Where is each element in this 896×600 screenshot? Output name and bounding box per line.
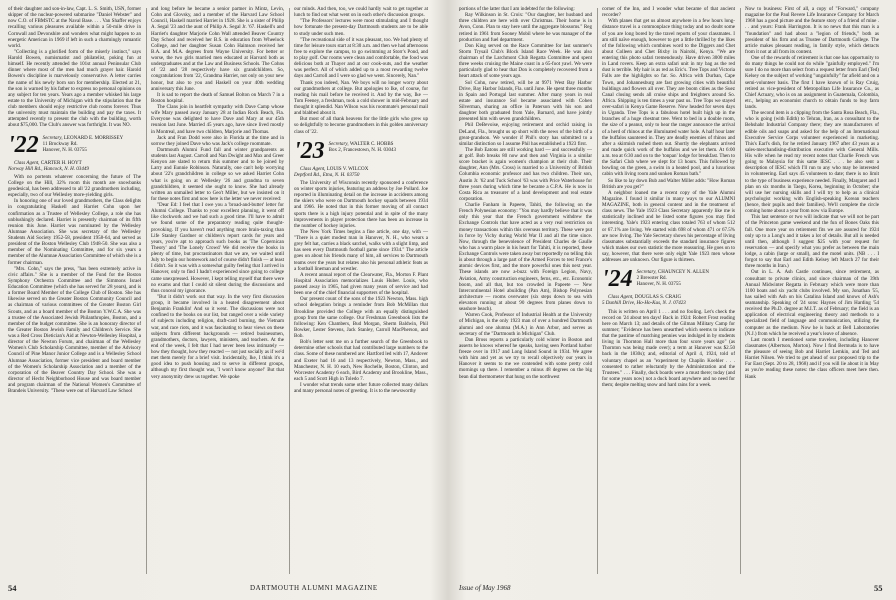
class-secretary-block [637,268,709,288]
paragraph: "Mrs. Cohn," says the press, "has been extremely active in civic affairs." She is a member of the Fund for the Boston Symphony Orchestra Committee and the Simmons Israel Education Committee (which she has served for 28 years), and is a former Board Member of the College Club of Boston. She has likewise served on the Greater Boston Community Council and as chairman of various committees of the Greater Boston Girl Scouts, and as a board member of the Boston Y.W.C.A. She was a trustee of the Associated Jewish Philanthropies, Boston, and a member of the budget committee. She is an honorary director of the Greater Boston Jewish Family and Children's Service. She was a Red Cross Dietician's Aid at Newton-Wellesley Hospital, a director of the Newton Forum, and chairman of the Wellesley Women's Club Scholarship Committee, member of the Advisory Council of Pine Manor Junior College and is a Wellesley School Alumnae Association, former vice president and board member of the Women's Scholarship Association and a member of the corporation of the Beaver Country Day School. She was a director of Hecht Neighborhood House and was board member and program chairman of the National Women's Committee of Brandeis University. "These were out of Harvard Law School [8,265,141,395]
paragraph: Thank you indeed, Nan. We boys will no longer worry about our grandmothers at college. But apologies to Ike, of course, for reading his mail before he received it. And by the way, Ike — Tom Feeney, a freshman, took a cold shower in mid-February and thought it splendid. Nan Wilson was his roommate's personal mail and blabbed about it. [294,79,428,117]
secretary-label: Secretary, [42,135,63,141]
class-agent-address: Deptford Rd., Etna, N. H. 03750 [294,171,360,178]
paragraph: and long before he became a senior partner in Mintz, Levin, Cohn and Glovsky, and a member of the Harvard Law School Council, Haskell married Harriet in 1928. She is a sister of Philip A. Segal '23 and the aunt of Philip A. Segal Jr. '67. Haskell's and Harriet's daughter Marjorie Cohn Wall attended Beaver Country Day School and received her B.S. in education from Wheelock College, and her daughter Susan Cohn Haimson received her B.A. and M.A. degrees from Wayne University. For better or worse, the two girls married men educated at Harvard both as undergraduates and at the Law and Business Schools. The Cohns of '22 and '28 respectively have six grandchildren. So, congratulations from '22, Grandma Harriet, not only on your new honor, but also to you and Haskell on your 40th wedding anniversary this June. [151,6,284,92]
paragraph: Our present count of the sons of the 1923 Newton, Mass. high school delegation brings a reminder from Bob McMillan that Brookline provided the College with an equally distinguished group from the same college. Our Freshman Greenbook lists the following: Ken Chambers, Bud Morgan, Sherm Baldwin, Phil Bowker, Lester Stevens, Jack Stanley, Carroll MacPherson, and Bob. [294,296,428,339]
paragraph: Ray Wilkinson in St. Croix: "Our daughter, her husband and three children are here with over Christmas. Their home is in Avon, Conn. Plan to stay here until the aggregate blossoms." Reg retired in 1961 from Sooney Mobil where he was manager of the production and fuel department. [459,12,592,43]
class-header-1922 [8,131,141,158]
class-header-1923 [294,137,428,164]
paragraph: A recent annual report of the Clearwater, Fla., Morton F. Plant Hospital Association memorializes Louis Huber. Louis, who passed away in 1965, had given many years of service and had been one of the chief financial supporters of the hospital. [294,271,428,297]
paragraph: Out in L. A. Ash Castle continues, since retirement, as consultant to private clinics, and since chairman of the 39th Annual Midwinter Regatta in February which were more than 1100 boats and six yacht clubs involved. My son, Jonathan '55, has sailed with Ash on his Catalina Island and knows of Ash's seamanship. Speaking of '24 sons: Haynes of Jim Harding '54 received the Ph.D. degree at M.I.T. as of February; the field is an application of electrical engineering theory and methods to a specialized field of language and communication, utilizing the computer as the medium. Now he is back at Bell Laboratories (N.J.) from which he received a year's leave of absence. [745,269,879,337]
secretary-address-line: 11 Brockway Rd. [42,141,78,147]
column-divider [740,8,741,574]
paragraph: Last month I mentioned some travelers, including Hanover classmates (Albertson, Morton). Now I find Bermuda is to have the pleasure of seeing Bob and Harriet Lemkin, and Ted and Harriet Nilsen. We tried to get ahead of our proposed trip to the Far East (Sept. 20 to 28, 1968) and if you will lie about it in May as you're reading these notes: the class officers meet here then. Hank [745,336,879,380]
column-divider [597,8,598,574]
paragraph: Sol Cohn, now retired, will be at 9971 West Bay Harbor Drive, Bay Harbor Islands, Fla. until June. He spent three months in Spain and Portugal last summer. After many years in real estate and insurance Sol became associated with Cohen Silverman, sharing an office in Paterson with his son and daughter both graduated from Yale, Barnard, and have jointly presented him with seven grandchildren. [459,79,592,123]
paragraph: "The recreational side of it was pleasant, too. We had plenty of time for leisure tours start at 8:30 a.m. and then we had afternoons free to explore the campus, to go swimming at Storr's Pond, and to play golf. Our rooms were clean and comfortable, the food was delicious both at Thayer and at our cook-outs, and the weather was perfect. All of which added up to a most rewarding twelve days and Carroll and I were so glad we went. Sincerely, Nan." [294,36,428,80]
class-agent-label: Class Agent, [14,159,40,166]
left-page-column-2 [151,6,284,576]
paragraph: So like to lay down Bub and Walter Miller adds: "How Roman British are you get?" [602,177,735,190]
paragraph: But most of all thank heavens for the little girls who grew up so delightfully to become grandmothers in this golden anniversary class of '22. [294,116,428,135]
paragraph: Now to business: First of all, a copy of "Forward," company magazine for the Paul Revere Life Insurance Company for March 1968 has a good picture and the feature story of a friend of mine . . . and yours: Frank Harrington. It is no news that this man is a "foundation" and had about a "legion of friends," both as president of his firm and as Trustee of Dartmouth College. The article makes pleasant reading, in family style, which detracts from it not at all from its content. [745,6,879,55]
paragraph: Jack and Fran Dodd were also in Florida at the time and in sorrow they joined Dave who was Jack's college roommate. [151,134,284,147]
left-page-column-1 [8,6,141,576]
secretary-address-line: Hanover, N. H. 03755 [636,282,681,288]
paragraph: portions of the latter that I am indebted for the following: [459,6,575,12]
issue-footer: Issue of May 1968 [459,584,511,592]
paragraph: The Clans join in heartfelt sympathy with Dave Camp whose wife Mary passed away January 28 at Indian Rock Beach, Fla. Everyone was delighted to have Dave and Mary at our 45th reunion last June. Married 45 years ago, have since lived mostly in Montreal, and have two children, Marjorie and Thomas. [151,104,284,135]
secretary-name: WALTER C. HOBBS [349,141,394,147]
class-secretary-block [43,134,124,154]
paragraph: Charlie Fanham in Papeete, Tahiti, the following on the French Polynesian economy: "You may hardly believe that it was only this year that the French government withdrew the Exchange Controls that have acted as a very real restriction on money transactions within this overseas territory. These were put in force by Vichy during World War II and all the time since. Now, through the benevolence of President Charles de Gaulle who has a warm place in his heart for Tahiti, it is reported, these Exchange Controls were taken away but reportedly no telling this is about through a large part of the Armed Forces to test France's atomic devices first, and the more powerful ones this next year. These islands are now a-buzz with Foreign Legion, Navy, Aviation, Army construction engineers, ferns, etc., etc. Economic boom, and all that, but too crowded in Papeete — New Intercontinental Hotel abuilding (Pan Am), Bishop Polynesian architecture — rooms overwater (six steps down to sea with elevators running at about 90 degrees from planes down to seashore beach). [459,202,592,313]
paragraph: This last sentence or two will indicate that we will not be part of the Princeton game weekend and the fun of Bones Oaks this fall. One more year on retirement fits we are assured for 1924 only up to a Long's and it takes a lot of details. But all is needed until then, although I suggest $25 with your request for reservation — and specify what you prefer as between the main lodge, a cabin (large or small), and the motel units. (NB . . . I forgot to say that Earl and Edith Kelsey left March 27 for their three months in Iran.) [745,214,879,270]
class-agent-name: DOUGLAS S. CRAIG [634,294,682,301]
paragraph: Phil DeBevoise, enjoying retirement and orchid raising in DeLand, Fla., brought us up short with the news of the birth of a great-grandson. We wonder if Phil's story has submitted to a similar distinction so I assume Phil has established a 1923 first. [459,122,592,147]
right-page-column-2 [602,6,735,576]
secretary-label: Secretary, [636,270,657,276]
page-number-left: 54 [8,583,17,593]
paragraph: In honoring one of our loved grandmothers, the Class delights in congratulating Haskell and Harriet Cohn upon her confirmation as a Trustee of Wellesley College, a role she has unblushingly declared. Harriet is presently chairman of its fifth reunion this June. Harriet was nominated by the Wellesley Alumnae Association. She was secretary of the Wellesley Students Aid Society 1952-58, president 1958-64, and served as president of the Boston Wellesley Club 1948-50. She was also a member of the Nominating Committee, and for six years a member of the Alumnae Association Committee of which she is a former chairman. [8,198,141,266]
paragraph: of their daughter and son-in-law, Capt. L. S. Smith, USN, former skipper of the nuclear-powered submarine "Daniel Webster" and now C.O. of FBMSTC at the Naval Base. . . . Van Shaffer enjoys recalling various pleasures available within a 50-mile drive in Cornwall and Devonshire and wonders what might happen to an energetic American in 1969 if left in such a charmingly romantic world. [8,6,141,49]
class-agent-address: Norway Hill Rd., Hancock, N. H. 03449 [8,165,89,172]
paragraph: This is written on April 1 . . . and no fooling. Let's check the record on '24 about ten days! Back in 1924: Robert Frost reading here on March 13; and details of the Gilman Military Camp for summer; "Evidence has been unearthed which seems to indicate that the pastime of matching pennies was indulged in by students living in Thornton Hall more than four score years ago" (as Thornton was being made over); a term at Hanover was $2.50 back in the 1830s); and, editorial of April 4, 1924, told of voluntary chapel as an "experiment by Chaplin Koehler . . . consented to rather reluctantly by the Administration and the Trustees." . . . Finally, duck boards were a must there; today (and for some years now) not a duck board anywhere and no need for them; despite melting snow and hard rains for a week. [602,308,735,388]
class-year-numeral: '24 [602,266,633,293]
class-agent-label: Class Agent, [608,294,634,301]
paragraph: Bob's letter sent me on a further search of the Greenbook to determine other schools that had contributed large numbers to the class. Some of these numbered are: Hartford led with 17, Andover and Exeter had 16 and 13 respectively, Newton, Mass., and Manchester, N. H. 10 each, New Rochelle, Boston, Clinton, and Worcester Academy 6 each, Bird Academy and Brookline, Mass., each 5 and Scott High in Toledo 7. [294,339,428,382]
paragraph: The second item is a clipping from the Santa Rosa Beach, Fla., who is going (with Edith) to Tehran, Iran, as a consultant to the Behshahr Industrial Company there; they are manufacturers of edible oils and soaps and asked for the help of an International Executive Service Corps volunteer experienced in marketing. This's Earl's dish, for he retired January 1967 after 43 years as a sales-merchandising-distribution executive with General Mills. His wife when he read my recent notes that Charlie French was going to Malaysia for this same IESC . . . he also sent a description of IESC which I'll run to any who may be interested in volunteering. Earl says 45 volunteers to date; there is no limit to the type of business experience needed. Finally, Margaret and I plan on six months in Taegu, Korea, beginning in October; she will use her nursing skills and I will try to help as a clinical psychologist working with English-speaking Korean teachers (hence, their pupils and their families). We'll complete the circle coming home about a year from now via Europe. [745,110,879,215]
class-header-1924 [602,266,735,293]
paragraph: Don King served on the Race Committee for last summer's Storm Trysail Club's Block Island Race Week. He was also chairman of the Larchmont Club Regatta Committee and spent three weeks cruising the Maine coast in a 65-foot yawl. We were particularly glad to hear that Don is completely recovered from a heart attack of some years ago. [459,42,592,80]
paragraph: "But it didn't work out that way. In the very first discussion group, it became involved in a heated disagreement about Benjamin Franklin! And so it went. The discussions were not confined to the books on our list, but ranged over a wide variety of subjects including religion, draft-card burning, the Vietnam war, and race riots, and it was fascinating to hear views on these subjects from different backgrounds — retired businessmen, grandmothers, doctors, lawyers, ministers, and teachers. At the end of the week, I felt that I had never been less intimately — how they thought, how they reacted — not just socially as if we'd met them merely for a brief visit. Incidentally, Ike, I think it's a good idea to push housing and to serve in different groups, although my first thought was, 'I won't know anyone!' But that very anonymity drew us together. We spoke [151,293,284,380]
class-year-numeral: '22 [8,131,39,158]
secretary-address-line: Box 2, Francestown, N. H. 03043 [328,147,397,153]
secretary-address-line: Hanover, N. H. 03755 [42,147,87,153]
class-agent-name: LOUIS V. WILCOX [326,165,369,172]
paragraph: "Dear Ed: I feel that I owe you a 'broad-and-butter' letter for Alumni College. Thanks to your excellent planning, it went off like clockwork and we had such a good time. I'll have to admit we found some of the preparatory reading quite thought-provoking. If you haven't read anything more brain-taxing than Life Stanley Gardner or children's report cards for years and years, you're apt to approach such books as 'The Copernican Theory' and 'The Lonely Crowd' We did receive the books in plenty of time, but procrastinators that we are, we waited until July to begin our homework and of course didn't finish — at least I didn't. So it was with a somewhat guilty feeling that I arrived in Hanover, only to find I hadn't experienced since going to college came unexpressed. However, I kept telling myself that there were no exams and that I could sit silent during the discussions and thus conceal my ignorance. [151,202,284,294]
class-agent-label: Class Agent, [300,165,326,172]
class-agent-address: 5 Dunhill Drive, Ho-Ho-Kus, N. J. 07423 [602,300,686,307]
paragraph: The University of Wisconsin recently sponsored a conference on winter sports injuries, featuring an address by Joe Pollard. Joe reported in illuminating detail on the increase in accidents among the skiers who were on Dartmouth hockey squads between 1934 and 1966. He noted that in this former moving of all contact sports there is a high injury potential and in spite of the many improvements in player protection there has been an increase in the number of hockey injuries. [294,179,428,229]
class-agent-name: CARTER H. HOYT [40,159,82,166]
paragraph: corner of the Inn, and I wonder what became of that ancient recorder? [602,6,735,19]
right-page-column-3 [745,6,879,576]
paragraph: With no portents whatever concerning the future of The College on the Hill, 32% room this month are snowbanks geodesical, has been addressed to all '22 grandmothers including, especially, two of our Wellesley more-yielding girls. [8,173,141,199]
paragraph: Warren Cook, Professor of Industrial Health at the University of Michigan, is the only 1923 man of over a hundred Dartmouth alumni and one alumna (M.A.) in Ann Arbor, and serves as secretary of the "Dartmouth in Michigan" Club. [459,312,592,337]
page-number-right: 55 [874,583,883,593]
secretary-name: LEONARD E. MORRISSEY [63,135,124,141]
paragraph: Dartmouth Alumni Fund fall and winter grandparents as students last August. Carroll and Nan Dwight and Max and Greer Kenyon are slated to return this summer and to be joined by Larry and Eunnie Robinson. Naturally, one can't help worrying about '22's grandchildren in college so we asked Harriet Cohn what is going on at Wellesley '26 and grandma to seven grandchildren, it seemed she ought to know. She had already written an unmailed letter to Geo't Miller, but we insisted on it for these notes first and now here is the letter we never received: [151,146,284,202]
secretary-address-line: 2 Brewster Rd. [636,276,667,282]
secretary-label: Secretary, [328,141,349,147]
paragraph: It is sad to report the death of Samuel Bolton on March 7 in a Boston hospital. [151,91,284,104]
class-secretary-block [329,140,396,154]
paragraph: The New York Times begins a fine article, one day, with — "There is a quiet modest man in Hanover, N. H., who wears a grey felt hat, carries a black satchel, walks with a slight limp, and has seen every Dartmouth football game since 1934." The article goes on about his friends many of him, all services to Dartmouth teams over the years but relates also his personal athletic feats as a football lineman and wrestler. [294,228,428,272]
right-page-column-1 [459,6,592,576]
magazine-title-footer: DARTMOUTH ALUMNI MAGAZINE [250,584,378,592]
column-divider [146,8,147,574]
class-year-numeral: '23 [294,137,325,164]
paragraph: our minds. And then, too, we could hardly wait to get together at lunch to find out what went on in each other's discussion groups. [294,6,428,19]
paragraph: One of the rewards of retirement is that one has opportunity to do many things he could not do while "gainfully employed." I'm sure I do no more than select from a request letter from Earl (Ted) Kelsey on the subject of working "ungainfully" far afield and on a semi-volunteer basis. The first I have known of is Ray Cruig, retired as vice-president of Metropolitan Life Insurance Co., as Chief Actuary, who is on an assignment in Guatemala, Colombia, etc., helping an economist church to obtain funds to buy farm lands. [745,55,879,110]
paragraph: With planes that get us almost anywhere in a few hours long-distance travel is a commonplace thing today and no doubt some of you are long bored by the travel reports of your classmates. I am still naïve enough, however to get a little thrilled by the likes of the following which combines word to the Diggers and Chet about Colleen and Chet Bixby in Nairobi, Kenya. "We are entering this photo safari tremendously. Have driven 3000 miles in Land rovers. Keep an extra safari unit in my bag as the red dust is terrible. My hair is as red as Eric's. Tree Tops and Victoria Falls are the highlights so far. So. Africa with Durban, Cape Town, and Johannesburg are fast growing cities with beautiful buildings and flowers all over. They are boom cities as the Suez Canal closing sends all cruise ships and freighters around So. Africa. Shipping is ten times a year past us. Tree Tops we stayed over-safari in Kenya Game Reserve. Now headed for seven days in Uganda. Tree Tops is a fabulous hotel built high up in the branches of a huge chestnut tree. Went to bed in a double room, the size of a peanut, only to hear the ranger announce the arrival of a herd of rhinos at the illuminated water hole. A half hour later the buffalos sauntered in. They are deadly enemies of rhinos and after a skirmish rushed them out. Shortly the elephants arrived and made quick work of the buffalos and we let them. At 6:00 a.m. tea at 6:30 and on to the 'tonpan' lodge for breakfast. Then to the Safari Club where we slept for 13 hours. This followed by bowling on the green, a swim in a heated pool, and a luxurious cabin with living room and sunken Roman bath." [602,18,735,178]
paragraph: "Collecting is a glorified form of the miserly instinct," says Harold Bowen, numismatist and philatelist, poking fun at himself. He recently attended the 101st annual Peninsular Club dinner where most of the men had much grayer hair. Harold Bowen's discipline is marvelously conservative. A letter carries the name of his newly born son for membership. Elected at 21, the son is warned by his father to express no personal opinions on any subject for ten years. Years ago a member whisked his large estate to the University of Michigan with the stipulation that the club members should enjoy restrictive club rooms forever. Thus the university must maintain the building and pay the taxes. It attempted recently to present the club with the building, worth about $75,000. The Club's answer was forthright. It was NO. [8,48,141,129]
paragraph: A neighbor loaned me a recent copy of the Yale Alumni Magazine. I found it similar in many ways to our ALUMNI MAGAZINE, both in general content and in the treatment of class news. The Yale 1923 Class Secretary apparently like me is statistically inclined and he listed some figures you may find interesting. Yale's 1923 entering class totaled 763 of whom 512 or 67.1% are living. We started with 698 of whom 471 or 67.5% are now living. The Yale Secretary shows his percentage of living classmates substantially exceeds the standard insurance figures which makes our own statistic the more reassuring. He goes on to say, however, that there were only eight Yale 1923 men whose addresses are unknown. Our figure is thirteen. [602,189,735,264]
right-page [449,0,896,600]
left-page-column-3 [294,6,428,576]
paragraph: "The Professors' lectures were most stimulating and I thought how fortunate the present-day Dartmouth students are to be able to study under such men. [294,18,428,37]
paragraph: I wonder what trends some other future collected many dollars and many personal notes of greeting. It is to the newsworthy [294,382,428,395]
paragraph: Dan Bross reports a particularly cold winter in Boston and asserts he knows whereof he speaks, having seen Portland harbor freeze over in 1917 and Long Island Sound in 1934. We agree with him and yet as we try to recall objectively our years in Hanover it seems to me we contended with some pretty cold mornings up there. I remember a minus 48 degrees on the big bean dial thermometer that hung on the northwest [459,336,592,380]
column-divider [289,8,290,574]
paragraph: The Bob Eatons are still working hard — and successfully — at golf. Bob breaks 80 now and then and Virginia is a similar score bracket is again women's champion at their club. Their daughter, Ann (Mrs. Cross) is married to a University of British Columbia economic professor and has two children. Their son, Austin Jr. '62 and Tuck School '63 was with Price Waterhouse for three years during which time he became a C.P.A. He is now in Costa Rica as treasurer of a land development and real estate corporation. [459,146,592,202]
secretary-name: CHAUNCEY N. ALLEN [657,270,709,276]
